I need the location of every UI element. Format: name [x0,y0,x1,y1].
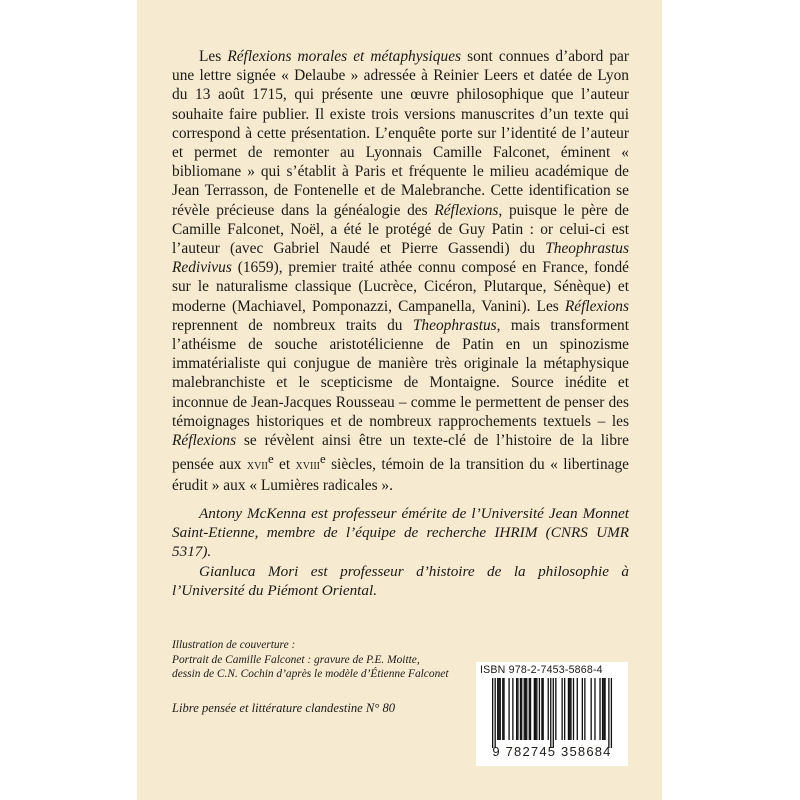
barcode-bar [577,678,578,740]
barcode-bar [498,678,499,740]
summary-span: , puisque le père de Camille Falconet, Noël, a été le protégé de Guy Patin : or celui-ci est l’auteur (avec Gabriel Naudé et Pierre Gassendi) du [172,201,630,258]
barcode-bar [526,678,527,740]
barcode-bar [543,678,544,740]
barcode-bar [553,678,554,748]
barcode-image [480,678,624,748]
credit-line: dessin de C.N. Cochin d’après le modèle d’Étienne Falconet [172,668,449,681]
barcode-bar [495,678,496,748]
century-suffix: e [319,452,326,467]
author-bios [172,504,629,600]
barcode-bar [536,678,537,740]
summary-text [172,47,629,495]
barcode-bar [535,678,536,740]
barcode-bar [604,678,605,740]
barcode-block [476,662,628,766]
barcode-bar [525,678,526,740]
author-bio-mori: Gianluca Mori est professeur d’histoire de la philosophie à l’Université du Piémont Oriental. [172,562,629,599]
barcode-bar [573,678,574,740]
century-numeral: xvii [246,458,268,474]
barcode-bar [530,678,531,740]
book-title-italic: Réflexions [434,201,499,219]
barcode-bar [521,678,522,740]
barcode-bar [582,678,583,740]
barcode-bar [512,678,513,740]
barcode-bar [529,678,530,740]
barcode-bar [524,678,525,740]
barcode-bar [570,678,571,740]
barcode-bar [497,678,498,740]
barcode-bar [516,678,517,740]
barcode-bar [602,678,603,740]
barcode-bar [492,678,493,748]
barcode-bar [568,678,569,740]
barcode-bar [555,678,556,740]
summary-span: (1659), premier traité athée connu composé en France, fondé sur le naturalisme classique (Lucrèce, Cicéron, Plutarque, Sénèque) et moderne (Machiavel, Pomponazzi, Campanella, Vanini). Les [172,259,629,315]
summary-span: Les [199,48,228,65]
barcode-bar [550,678,551,748]
summary-span: reprennent de nombreux traits du [172,316,413,334]
barcode-bar [502,678,503,740]
barcode-bar [584,678,585,740]
barcode-bar [503,678,504,740]
summary-span: siècles, témoin de la transition du « libertinage érudit » aux « Lumières radicales ». [172,456,629,494]
barcode-bar [603,678,604,740]
barcode-bar [594,678,595,740]
barcode-bar [508,678,509,740]
author-bio-mckenna: Antony McKenna est professeur émérite de l’Université Jean Monnet Saint-Etienne, membre de l’équipe de recherche IHRIM (CNRS UMR 5317). [172,505,629,561]
barcode-bar [517,678,518,740]
series-name: Libre pensée et littérature clandestine N° 80 [172,701,396,715]
credit-line: Illustration de couverture : [172,639,296,651]
barcode-bar [561,678,562,740]
book-title-italic: Réflexions [564,297,629,315]
barcode-bar [534,678,535,740]
book-title-italic: Theophrastus Redivivus [172,240,629,277]
cover-illustration-credit [172,638,502,682]
credit-line: Portrait de Camille Falconet : gravure de P.E. Moitte, [172,653,420,666]
barcode-bar [569,678,570,740]
book-title-italic: Réflexions [172,432,237,450]
book-title-italic: Réflexions morales et métaphysiques [227,48,462,65]
barcode-bar [611,678,612,748]
barcode-bar [500,678,501,740]
barcode-bar [608,678,609,748]
century-numeral: xviii [295,458,320,474]
barcode-bar [564,678,565,740]
summary-span: sont connues d’abord par une lettre signée « Delaube » adressée à Reinier Leers et datée de Lyon du 13 août 1715, qui présente une œuvre philosophique que l’auteur souhaite faire publier. Il existe trois versions manuscrites d’un texte qui correspond à cette présentation. L’enquête porte sur l’identité de l’auteur et permet de remonter au Lyonnais Camille Falconet, éminent « bibliomane » qui s’établit à Paris et fréquente le milieu académique de Jean Terrasson, de Fontenelle et de Malebranche. Cette identification se révèle précieuse dans la généalogie des [172,48,630,219]
barcode-bar [520,678,521,740]
isbn-label: ISBN 978-2-7453-5868-4 [480,664,603,676]
barcode-digits: 9 782745 358684 [492,744,612,759]
barcode-bar [548,678,549,740]
summary-span: , mais transforment l’athéisme de souche aristotélicienne de Patin en un spinozisme immatérialiste qui conjugue de manière très originale la métaphysique malebranchiste et le scepticisme de Montaigne. Source inédite et inconnue de Jean-Jacques Rousseau – comme le permettent de penser des témoignages historiques et de nombreux rapprochements textuels – les [172,316,630,430]
summary-span: et [273,456,296,474]
barcode-bar [539,678,540,740]
summary-paragraph [172,47,629,495]
summary-span: se révèlent ainsi être un texte-clé de l’histoire de la libre pensée aux [172,432,629,474]
barcode-bar [599,678,600,740]
barcode-bar [541,678,542,740]
barcode-bar [591,678,592,740]
century-suffix: e [267,452,274,467]
book-title-italic: Theophrastus [412,316,497,334]
